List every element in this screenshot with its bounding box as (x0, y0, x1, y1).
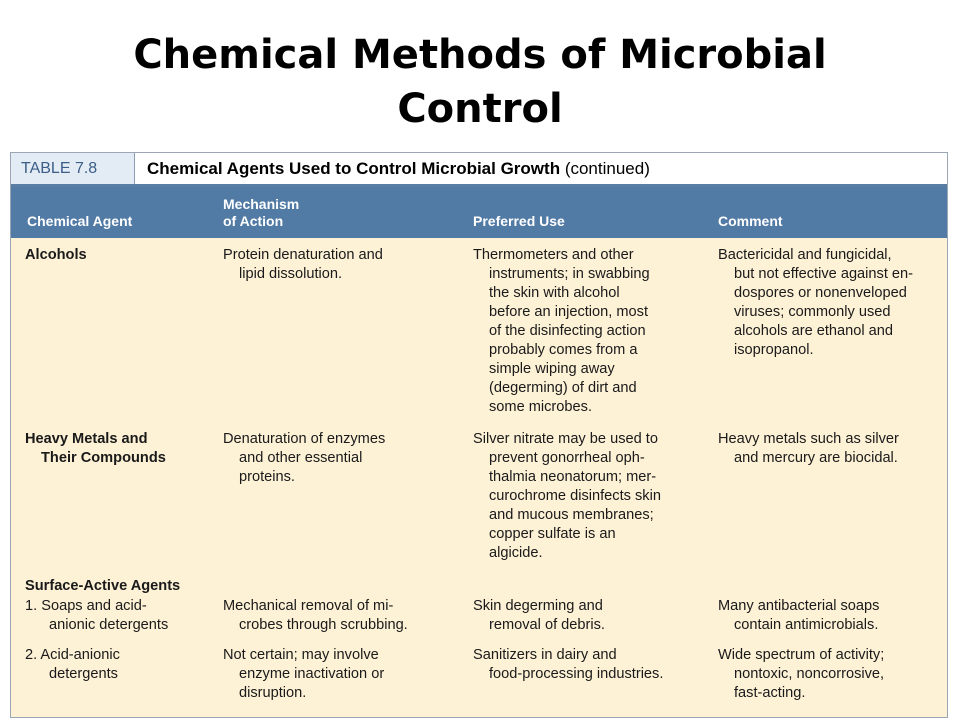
cell-comment-line: viruses; commonly used (734, 304, 891, 320)
cell-mechanism-line: Mechanical removal of mi- (223, 598, 394, 614)
cell-chemical-agent (25, 246, 87, 265)
cell-comment-line: but not effective against en- (734, 266, 914, 282)
cell-comment-line: fast-acting. (734, 685, 806, 701)
cell-preferred-use (473, 430, 661, 563)
cell-comment-line: isopropanol. (734, 342, 814, 358)
cell-mechanism (223, 430, 385, 487)
cell-preferred-use-line: Skin degerming and (473, 598, 603, 614)
cell-mechanism-line: crobes through scrubbing. (239, 617, 408, 633)
cell-comment-line: alcohols are ethanol and (734, 323, 894, 339)
table-caption-title: Chemical Agents Used to Control Microbial Growth (147, 159, 561, 178)
cell-comment (718, 646, 884, 703)
header-mechanism (223, 196, 299, 230)
cell-comment-line: Heavy metals such as silver (718, 431, 899, 447)
cell-preferred-use-line: before an injection, most (489, 304, 648, 320)
cell-comment-line: Many antibacterial soaps (718, 598, 880, 614)
cell-chemical-agent-line: Their Compounds (41, 450, 166, 466)
slide-title-line1: Chemical Methods of Microbial (133, 32, 827, 78)
cell-mechanism-line: Denaturation of enzymes (223, 431, 386, 447)
table-header-row (11, 187, 947, 238)
cell-mechanism (223, 646, 384, 703)
cell-chemical-agent-line: anionic detergents (49, 617, 169, 633)
cell-preferred-use-line: algicide. (489, 545, 543, 561)
cell-chemical-agent-line: 1. Soaps and acid- (25, 598, 147, 614)
cell-mechanism-line: enzyme inactivation or (239, 666, 385, 682)
cell-mechanism-line: Protein denaturation and (223, 247, 383, 263)
cell-preferred-use-line: food-processing industries. (489, 666, 664, 682)
cell-preferred-use-line: curochrome disinfects skin (489, 488, 661, 504)
cell-comment-line: dospores or nonenveloped (734, 285, 907, 301)
cell-preferred-use-line: thalmia neonatorum; mer- (489, 469, 657, 485)
cell-preferred-use-line: (degerming) of dirt and (489, 380, 637, 396)
cell-mechanism (223, 246, 383, 284)
table-number: TABLE 7.8 (11, 153, 135, 184)
cell-comment-line: and mercury are biocidal. (734, 450, 898, 466)
header-preferred-use: Preferred Use (473, 213, 565, 229)
cell-preferred-use-line: Thermometers and other (473, 247, 634, 263)
table-caption (147, 153, 650, 184)
table-caption-note: (continued) (564, 159, 650, 178)
agents-table (10, 152, 948, 718)
cell-preferred-use-line: probably comes from a (489, 342, 638, 358)
cell-mechanism-line: Not certain; may involve (223, 647, 379, 663)
surface-active-agents-heading: Surface-Active Agents (25, 578, 181, 594)
cell-preferred-use (473, 246, 650, 417)
cell-preferred-use-line: of the disinfecting action (489, 323, 646, 339)
header-chemical-agent: Chemical Agent (27, 213, 133, 229)
cell-chemical-agent (25, 430, 166, 468)
header-mechanism-line2: of Action (223, 213, 284, 229)
cell-mechanism (223, 597, 408, 635)
slide-title-line2: Control (397, 86, 563, 132)
cell-comment-line: contain antimicrobials. (734, 617, 879, 633)
slide-title (0, 28, 960, 136)
cell-comment (718, 246, 913, 360)
cell-preferred-use (473, 646, 663, 684)
cell-preferred-use-line: removal of debris. (489, 617, 605, 633)
cell-chemical-agent (25, 646, 120, 684)
cell-preferred-use-line: the skin with alcohol (489, 285, 620, 301)
cell-mechanism-line: and other essential (239, 450, 363, 466)
cell-comment (718, 430, 899, 468)
cell-comment (718, 597, 879, 635)
cell-chemical-agent-line: Alcohols (25, 247, 87, 263)
table-caption-bar (11, 153, 947, 187)
cell-chemical-agent (25, 597, 168, 635)
header-comment: Comment (718, 213, 783, 229)
cell-preferred-use-line: and mucous membranes; (489, 507, 654, 523)
cell-preferred-use-line: prevent gonorrheal oph- (489, 450, 645, 466)
cell-preferred-use-line: simple wiping away (489, 361, 615, 377)
cell-comment-line: Bactericidal and fungicidal, (718, 247, 892, 263)
cell-preferred-use-line: instruments; in swabbing (489, 266, 650, 282)
header-mechanism-line1: Mechanism (223, 196, 300, 212)
cell-chemical-agent-line: Heavy Metals and (25, 431, 148, 447)
cell-mechanism-line: lipid dissolution. (239, 266, 343, 282)
cell-preferred-use (473, 597, 605, 635)
cell-preferred-use-line: some microbes. (489, 399, 592, 415)
cell-preferred-use-line: copper sulfate is an (489, 526, 616, 542)
cell-mechanism-line: proteins. (239, 469, 295, 485)
cell-preferred-use-line: Silver nitrate may be used to (473, 431, 658, 447)
cell-comment-line: Wide spectrum of activity; (718, 647, 885, 663)
cell-chemical-agent-line: 2. Acid-anionic (25, 647, 120, 663)
cell-mechanism-line: disruption. (239, 685, 307, 701)
cell-preferred-use-line: Sanitizers in dairy and (473, 647, 617, 663)
cell-comment-line: nontoxic, noncorrosive, (734, 666, 885, 682)
cell-chemical-agent-line: detergents (49, 666, 118, 682)
